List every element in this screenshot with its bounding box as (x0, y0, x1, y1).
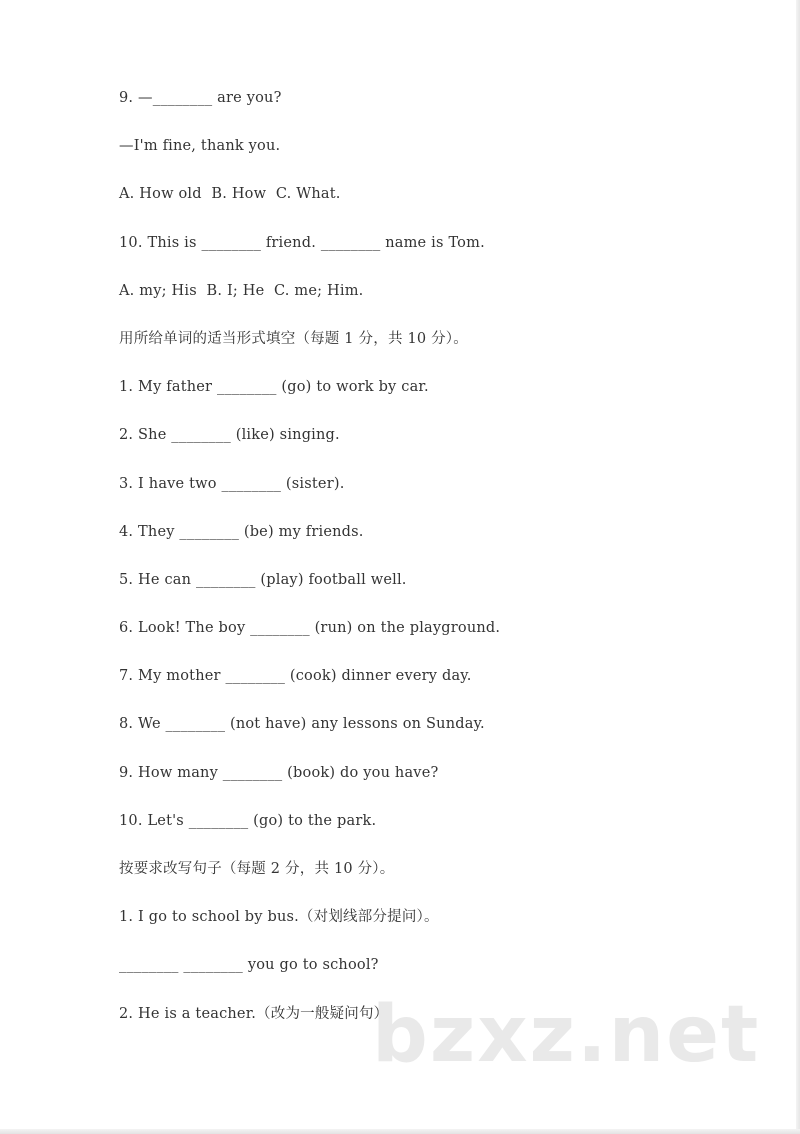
question-10-prompt: 10. This is ________ friend. ________ name is Tom. (119, 234, 485, 251)
page-edge-bottom (0, 1129, 800, 1134)
question-10-options: A. my; His B. I; He C. me; Him. (119, 282, 364, 299)
rewrite-item-2: 2. He is a teacher.（改为一般疑问句）。 (119, 1005, 396, 1022)
fill-in-item-1: 1. My father ________ (go) to work by car. (119, 379, 429, 396)
fill-in-item-9: 9. How many ________ (book) do you have? (119, 764, 439, 781)
question-9-options: A. How old B. How C. What. (119, 186, 341, 203)
section-heading-rewrite: 按要求改写句子（每题 2 分，共 10 分）。 (119, 861, 395, 877)
fill-in-item-4: 4. They ________ (be) my friends. (119, 523, 364, 540)
fill-in-item-6: 6. Look! The boy ________ (run) on the playground. (119, 620, 501, 637)
question-9-prompt: 9. —________ are you? (119, 90, 282, 106)
question-9-response: —I'm fine, thank you. (119, 138, 281, 155)
fill-in-item-5: 5. He can ________ (play) football well. (119, 571, 407, 588)
document-content (119, 84, 759, 1048)
fill-in-item-3: 3. I have two ________ (sister). (119, 475, 345, 492)
rewrite-item-1-answer: ________ ________ you go to school? (119, 957, 379, 974)
watermark-logo: bzxz.net (372, 990, 761, 1080)
section-heading-fill-in: 用所给单词的适当形式填空（每题 1 分，共 10 分）。 (119, 330, 468, 347)
page-edge-right (796, 0, 800, 1134)
fill-in-item-2: 2. She ________ (like) singing. (119, 427, 340, 444)
fill-in-item-8: 8. We ________ (not have) any lessons on Sunday. (119, 716, 485, 733)
fill-in-item-7: 7. My mother ________ (cook) dinner every day. (119, 668, 472, 685)
rewrite-item-1: 1. I go to school by bus.（对划线部分提问）。 (119, 909, 439, 926)
fill-in-item-10: 10. Let's ________ (go) to the park. (119, 812, 377, 829)
